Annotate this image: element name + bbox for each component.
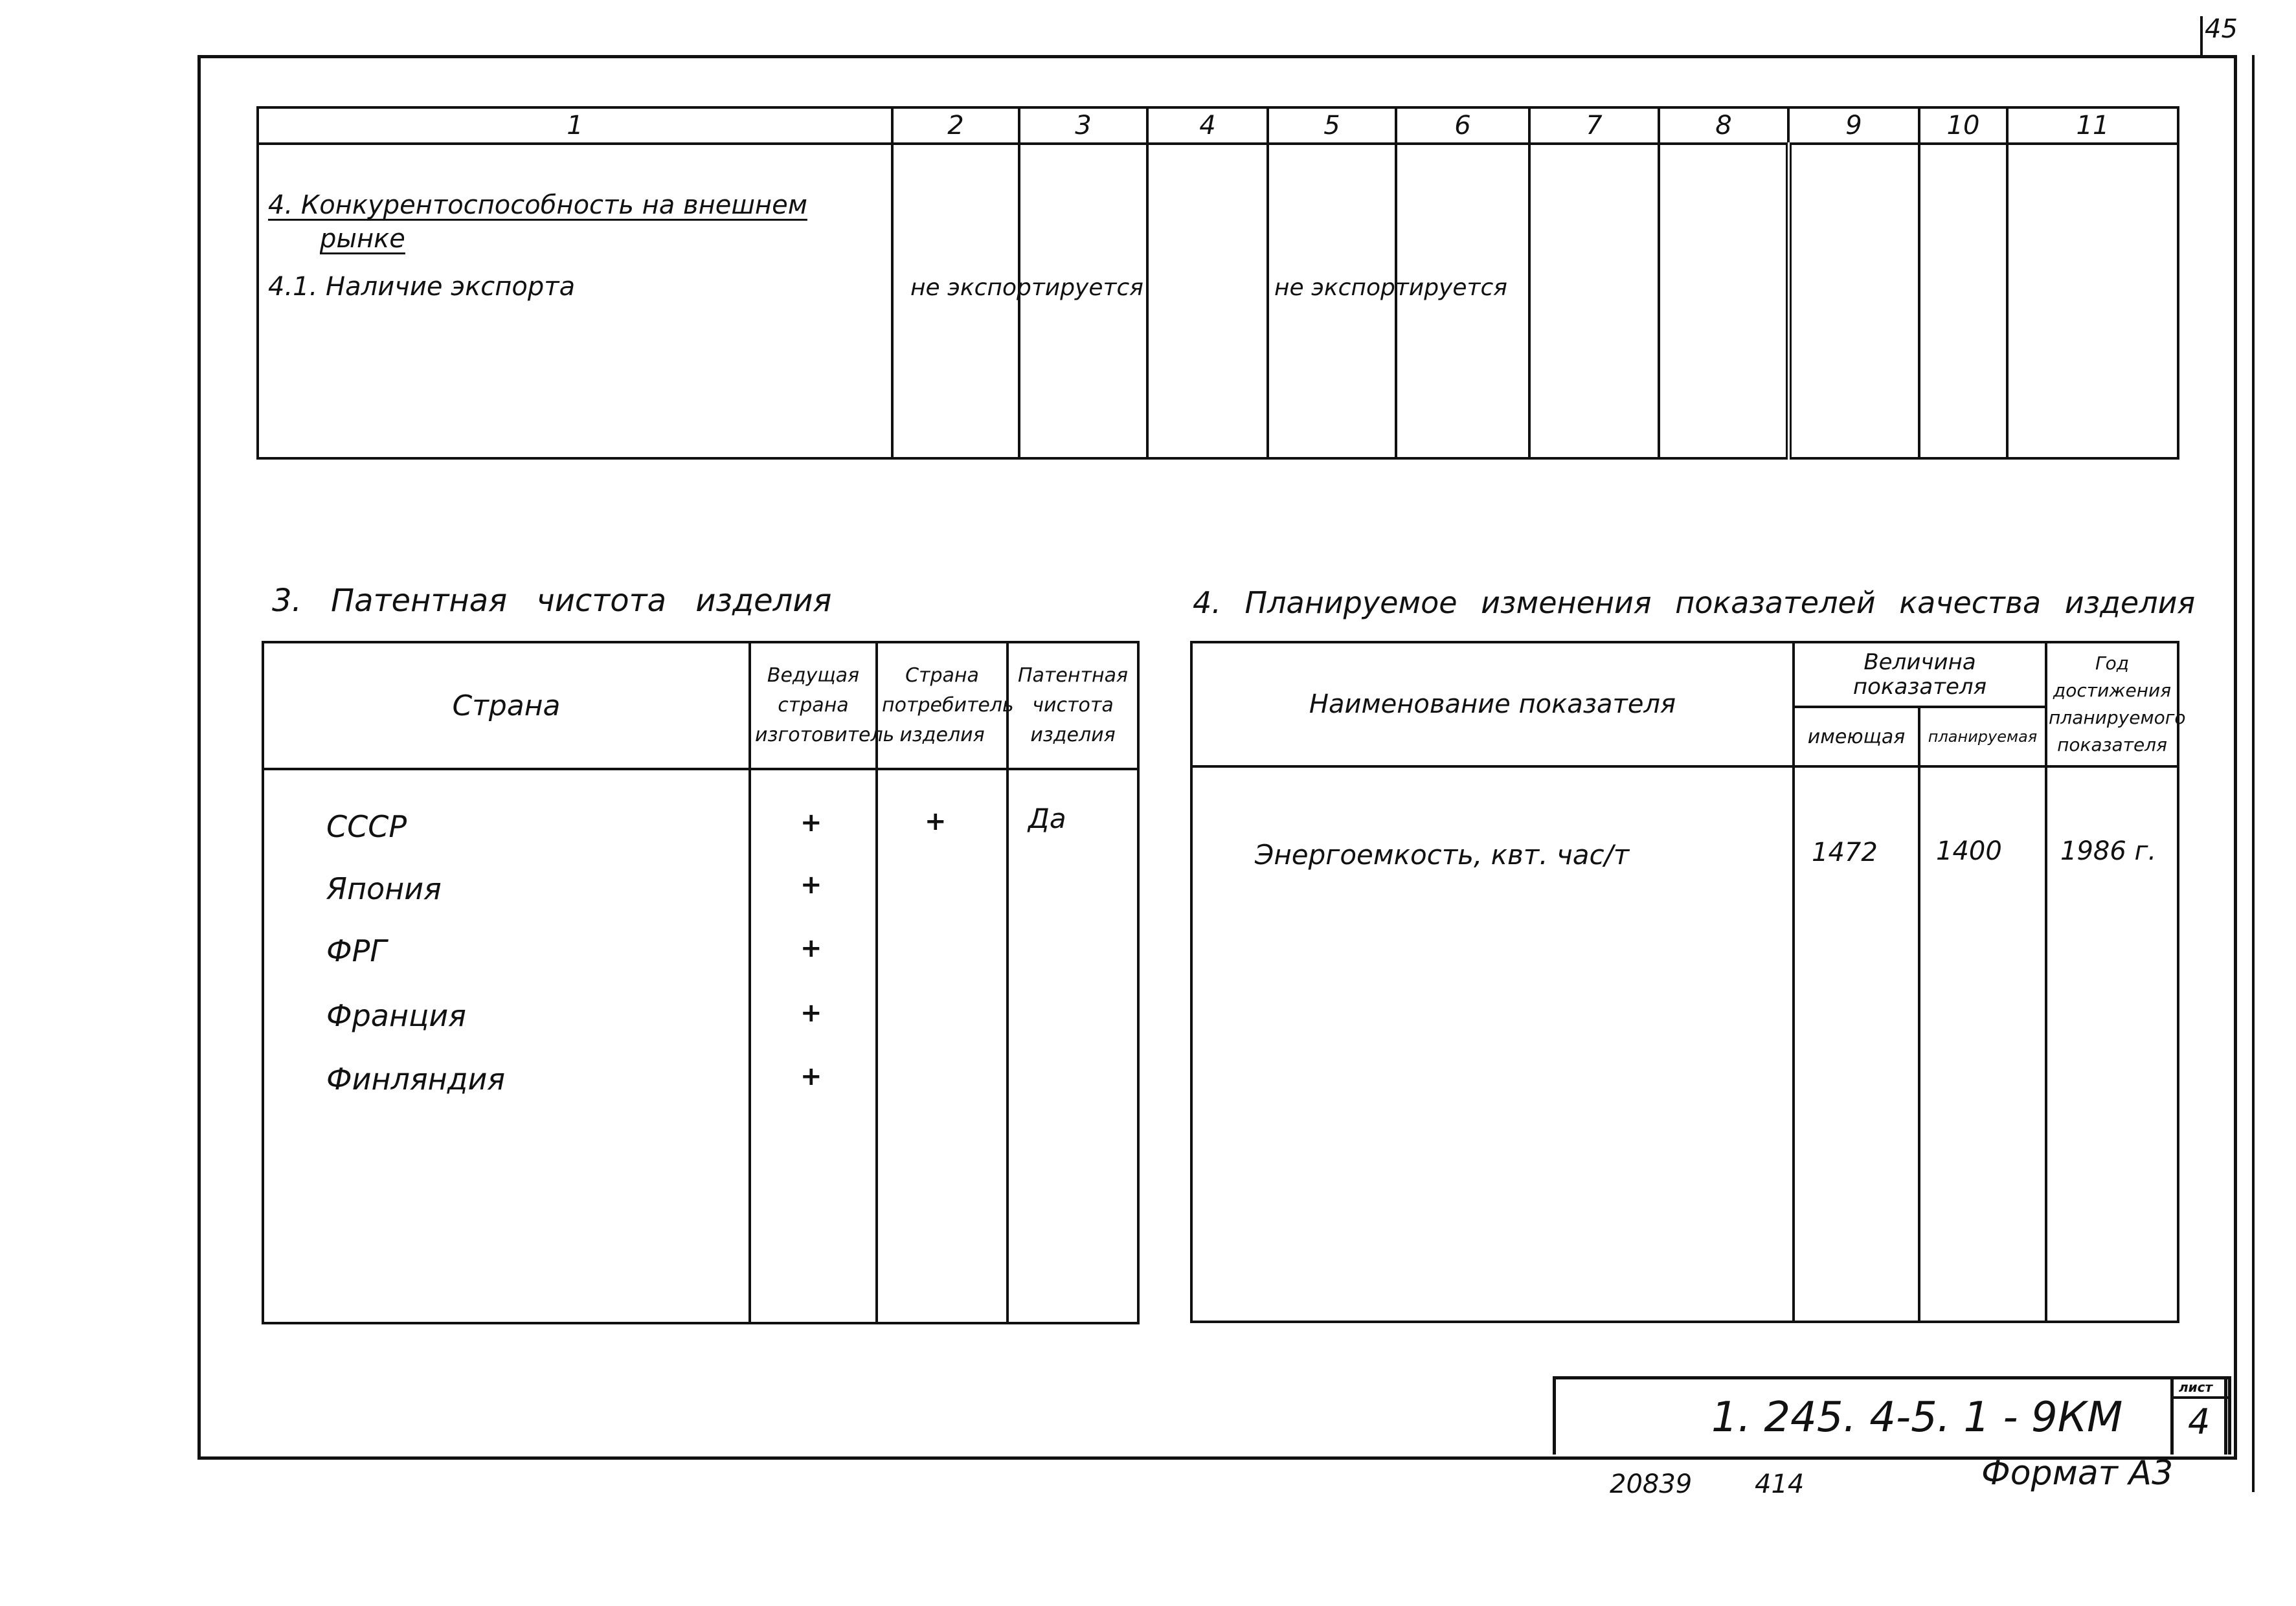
quality-header-planned xyxy=(1919,707,2046,766)
header-existing: имеющая xyxy=(1807,725,1906,748)
sheet-label: лист xyxy=(2179,1379,2213,1395)
page-number-tick xyxy=(2200,16,2203,55)
patent-header-leading xyxy=(750,642,895,769)
country-name: Финляндия xyxy=(326,1062,506,1097)
leading-mark: + xyxy=(800,870,822,900)
patent-purity-col xyxy=(1007,769,1138,1323)
footer-number: 414 xyxy=(1755,1469,1805,1499)
quality-name-col xyxy=(1191,766,1794,1322)
empty-cell xyxy=(1147,144,1268,458)
section-title-line2: рынке xyxy=(320,224,405,254)
country-name: СССР xyxy=(326,809,407,844)
column-number-row xyxy=(258,107,2178,144)
quality-header-row-1 xyxy=(1191,642,2178,707)
col-number: 5 xyxy=(1268,107,1396,144)
drawing-code: 1. 245. 4-5. 1 - 9КМ xyxy=(1711,1394,2123,1442)
row-label: 4.1. Наличие экспорта xyxy=(268,272,576,302)
patent-leading-col xyxy=(750,769,877,1323)
export-cell-b xyxy=(1268,144,1507,458)
empty-cell xyxy=(1396,144,1529,458)
header-consumer: Страна потребитель изделия xyxy=(882,664,1014,746)
header-value-group: Величина показателя xyxy=(1852,649,1987,700)
col-number: 6 xyxy=(1396,107,1529,144)
patent-country-col xyxy=(263,769,750,1323)
header-year: Год достижения планируемого показателя xyxy=(2049,652,2186,755)
leading-mark: + xyxy=(800,808,822,838)
quality-body-row xyxy=(1191,766,2178,1322)
sheet-number: 4 xyxy=(2188,1401,2211,1442)
indicator-name: Энергоемкость, квт. час/т xyxy=(1255,839,1630,871)
leading-mark: + xyxy=(800,998,822,1028)
empty-cell xyxy=(1788,144,1919,458)
col-number: 7 xyxy=(1529,107,1659,144)
col-number: 8 xyxy=(1659,107,1788,144)
quality-header-name xyxy=(1191,642,1794,766)
patent-header-country xyxy=(263,642,750,769)
col-number: 1 xyxy=(258,107,892,144)
quality-title: 4. Планируемое изменения показателей качества изделия xyxy=(1193,585,2196,620)
quality-year-col xyxy=(2046,766,2178,1322)
export-value-a: не экспортируется xyxy=(910,274,1143,301)
quality-planned-col xyxy=(1919,766,2046,1322)
sheet-divider xyxy=(2174,1396,2228,1399)
col-number: 11 xyxy=(2007,107,2178,144)
page-number: 45 xyxy=(2205,14,2238,44)
leading-mark: + xyxy=(800,1062,822,1091)
purity-value: Да xyxy=(1028,803,1066,834)
country-name: ФРГ xyxy=(326,933,387,968)
country-name: Франция xyxy=(326,998,466,1033)
quality-header-value-group xyxy=(1794,642,2046,707)
header-purity: Патентная чистота изделия xyxy=(1017,664,1128,746)
export-cell-a xyxy=(892,144,1143,458)
existing-value: 1472 xyxy=(1812,838,1878,867)
export-row xyxy=(258,144,2178,458)
col-number: 9 xyxy=(1788,107,1919,144)
empty-cell xyxy=(1919,144,2007,458)
patent-consumer-col xyxy=(877,769,1007,1323)
quality-header-existing xyxy=(1794,707,1919,766)
patent-title: 3. Патентная чистота изделия xyxy=(272,583,832,619)
inventory-number: 20839 xyxy=(1610,1469,1693,1499)
quality-table xyxy=(1190,641,2186,1323)
col-number: 3 xyxy=(1019,107,1147,144)
quality-header-year xyxy=(2046,642,2186,766)
patent-table xyxy=(262,641,1140,1324)
leading-mark: + xyxy=(800,933,822,963)
year-value: 1986 г. xyxy=(2060,836,2157,866)
empty-cell xyxy=(1659,144,1788,458)
col-number: 4 xyxy=(1147,107,1268,144)
right-edge-line xyxy=(2252,55,2255,1492)
empty-cell xyxy=(1019,144,1147,458)
sheet-box xyxy=(2170,1376,2231,1455)
export-value-b: не экспортируется xyxy=(1274,274,1507,301)
patent-body-row xyxy=(263,769,1138,1323)
title-block xyxy=(1553,1376,2227,1455)
header-planned: планируемая xyxy=(1928,728,2038,746)
consumer-mark: + xyxy=(925,807,947,836)
format-label: Формат А3 xyxy=(1981,1454,2174,1493)
quality-existing-col xyxy=(1794,766,1919,1322)
header-leading: Ведущая страна изготовитель xyxy=(755,664,895,746)
empty-cell xyxy=(2007,144,2178,458)
patent-header-consumer xyxy=(877,642,1014,769)
header-name: Наименование показателя xyxy=(1309,689,1676,719)
patent-header-row xyxy=(263,642,1138,769)
planned-value: 1400 xyxy=(1936,836,2002,866)
col-number: 10 xyxy=(1919,107,2007,144)
patent-header-purity xyxy=(1007,642,1138,769)
top-table xyxy=(256,106,2179,460)
empty-cell xyxy=(1529,144,1659,458)
row-label-cell xyxy=(258,144,892,458)
section-title-line1: 4. Конкурентоспособность на внешнем xyxy=(268,190,807,220)
country-name: Япония xyxy=(326,871,442,906)
col-number: 2 xyxy=(892,107,1019,144)
header-country: Страна xyxy=(452,689,561,722)
